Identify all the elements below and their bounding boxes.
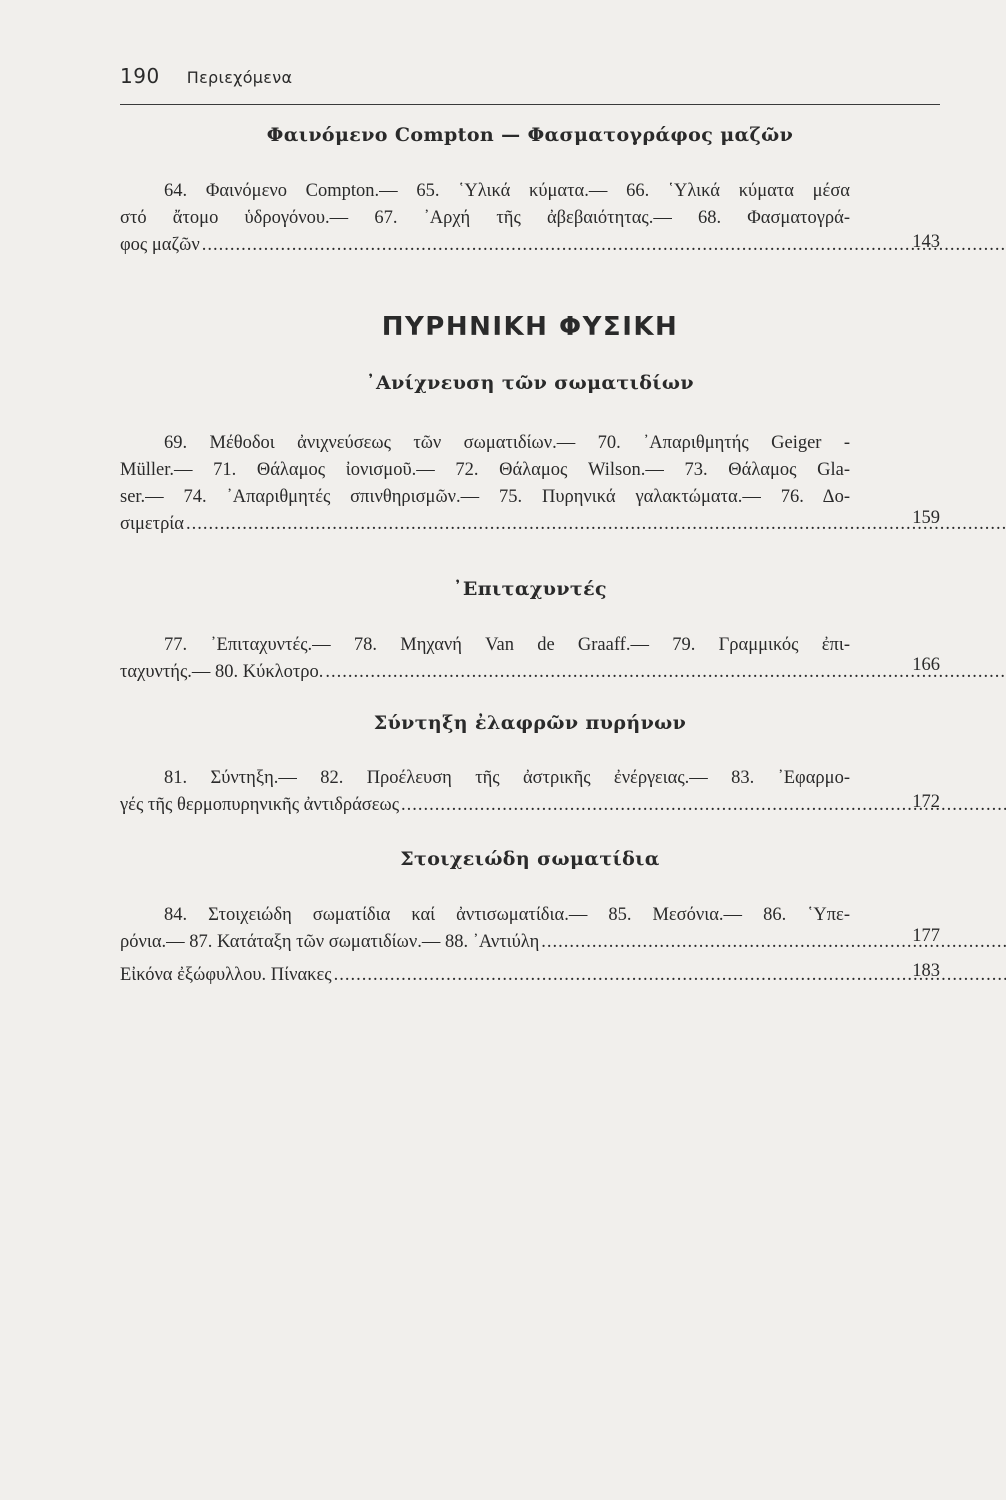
toc-entry-compton	[120, 178, 850, 259]
toc-entry-detection	[120, 430, 850, 538]
page-ref: 143	[912, 232, 940, 252]
toc-entry-cover	[120, 962, 850, 989]
entry-line: στό ἄτομο ὑδρογόνου.— 67. ᾿Αρχή τῆς ἀβεβαιότητας.— 68. Φασματογρά-	[120, 208, 850, 228]
section-title-elementary: Στοιχειώδη σωματίδια	[400, 848, 660, 870]
page-ref: 172	[912, 792, 940, 812]
toc-entry-elementary	[120, 902, 850, 956]
entry-leader-line	[120, 962, 850, 989]
entry-line: σιμετρία	[120, 514, 184, 534]
entry-leader-line	[120, 232, 850, 259]
section-title-fusion: Σύντηξη ἐλαφρῶν πυρήνων	[373, 712, 687, 734]
entry-leader-line	[120, 929, 850, 956]
entry-leader-line	[120, 792, 850, 819]
entry-line: 81. Σύντηξη.— 82. Προέλευση τῆς ἀστρικῆς ἐνέργειας.— 83. ᾿Εφαρμο-	[164, 768, 850, 788]
section-title-detection: ᾿Ανίχνευση τῶν σωματιδίων	[366, 372, 694, 394]
entry-line: Müller.— 71. Θάλαμος ἰονισμοῦ.— 72. Θάλαμος Wilson.— 73. Θάλαμος Gla-	[120, 460, 850, 480]
entry-line: φος μαζῶν	[120, 235, 200, 255]
entry-line: Εἰκόνα ἐξώφυλλου. Πίνακες	[120, 965, 332, 985]
page-ref: 183	[912, 961, 940, 981]
entry-line: 64. Φαινόμενο Compton.— 65. ῾Υλικά κύματα.— 66. ῾Υλικά κύματα μέσα	[164, 181, 850, 201]
part-title-nuclear-physics: ΠΥΡΗΝΙΚΗ ΦΥΣΙΚΗ	[381, 312, 679, 342]
entry-leader-line	[120, 659, 850, 686]
page-ref: 159	[912, 508, 940, 528]
entry-line: ταχυντής.— 80. Κύκλοτρο.	[120, 662, 324, 682]
page-number: 190	[120, 64, 160, 88]
running-head	[120, 64, 940, 88]
entry-line: ρόνια.— 87. Κατάταξη τῶν σωματιδίων.— 88. ᾿Αντιύλη	[120, 932, 540, 952]
header-rule	[120, 104, 940, 105]
entry-line: γές τῆς θερμοπυρηνικῆς ἀντιδράσεως	[120, 795, 400, 815]
section-title-compton: Φαινόμενο Compton — Φασματογράφος μαζῶν	[266, 124, 794, 146]
toc-entry-accelerators	[120, 632, 850, 686]
entry-line: ser.— 74. ᾿Απαριθμητές σπινθηρισμῶν.— 75. Πυρηνικά γαλακτώματα.— 76. Δο-	[120, 487, 850, 507]
toc-entry-fusion	[120, 765, 850, 819]
page-ref: 166	[912, 655, 940, 675]
section-title-accelerators: ᾿Επιταχυντές	[452, 578, 608, 600]
entry-line: 84. Στοιχειώδη σωματίδια καί ἀντισωματίδια.— 85. Μεσόνια.— 86. ῾Υπε-	[164, 905, 850, 925]
entry-line: 77. ᾿Επιταχυντές.— 78. Μηχανή Van de Graaff.— 79. Γραμμικός ἐπι-	[164, 635, 850, 655]
page-ref: 177	[912, 926, 940, 946]
entry-leader-line	[120, 511, 850, 538]
entry-line: 69. Μέθοδοι ἀνιχνεύσεως τῶν σωματιδίων.— 70. ᾿Απαριθμητής Geiger -	[164, 433, 850, 453]
running-title: Περιεχόμενα	[186, 68, 293, 87]
